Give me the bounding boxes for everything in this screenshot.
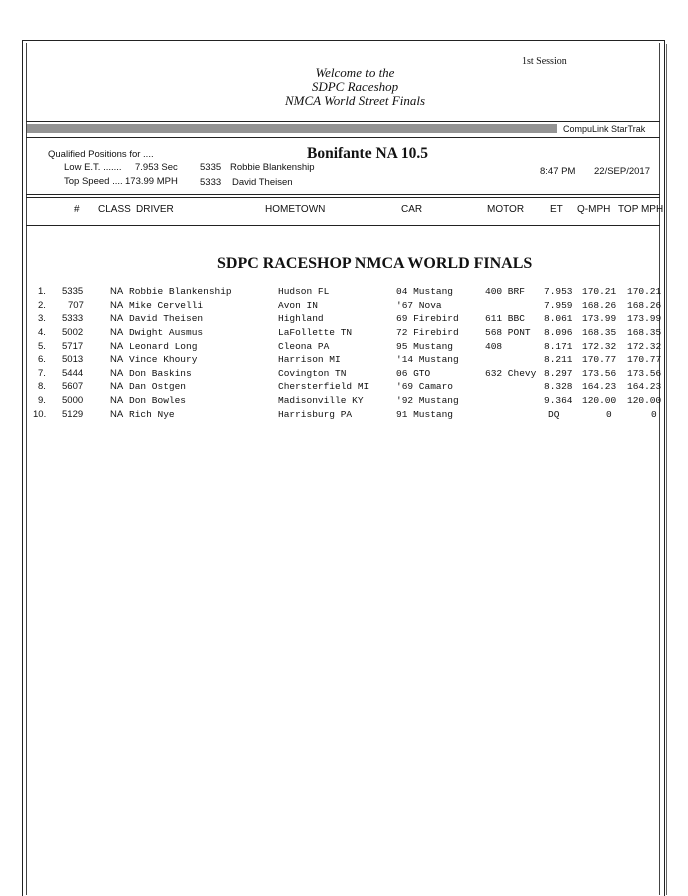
row-position: 7. bbox=[38, 368, 46, 379]
frame-line-left bbox=[26, 43, 27, 895]
row-motor: 400 BRF bbox=[485, 286, 525, 297]
top-speed-value: 173.99 MPH bbox=[125, 176, 178, 187]
col-qmph: Q-MPH bbox=[577, 204, 611, 215]
row-car: '92 Mustang bbox=[396, 395, 459, 406]
col-num: # bbox=[74, 204, 80, 215]
row-et: 8.171 bbox=[544, 341, 573, 352]
row-position: 4. bbox=[38, 327, 46, 338]
row-car-number: 5444 bbox=[62, 368, 84, 379]
row-et: 8.328 bbox=[544, 381, 573, 392]
row-class: NA bbox=[110, 300, 124, 311]
col-car: CAR bbox=[401, 204, 423, 215]
row-topmph: 120.00 bbox=[627, 395, 662, 406]
row-hometown: Cleona PA bbox=[278, 341, 330, 352]
row-et: 8.211 bbox=[544, 354, 573, 365]
row-car: 95 Mustang bbox=[396, 341, 454, 352]
col-driver: DRIVER bbox=[136, 204, 174, 215]
row-topmph: 170.77 bbox=[627, 354, 662, 365]
row-class: NA bbox=[110, 286, 124, 297]
table-row bbox=[0, 341, 688, 355]
report-time: 8:47 PM bbox=[540, 166, 576, 177]
table-row bbox=[0, 395, 688, 409]
row-class: NA bbox=[110, 313, 124, 324]
row-qmph: 170.77 bbox=[582, 354, 617, 365]
row-class: NA bbox=[110, 409, 124, 420]
col-class: CLASS bbox=[98, 204, 131, 215]
top-speed-label: Top Speed .... bbox=[64, 176, 123, 187]
row-qmph: 120.00 bbox=[582, 395, 617, 406]
col-hometown: HOMETOWN bbox=[265, 204, 326, 215]
row-car: '67 Nova bbox=[396, 300, 442, 311]
row-driver: Vince Khoury bbox=[129, 354, 198, 365]
col-topmph: TOP MPH bbox=[618, 204, 664, 215]
row-car-number: 5002 bbox=[62, 327, 84, 338]
row-topmph: 173.56 bbox=[627, 368, 662, 379]
row-driver: Mike Cervelli bbox=[129, 300, 204, 311]
row-motor: 632 Chevy bbox=[485, 368, 537, 379]
row-hometown: Harrisburg PA bbox=[278, 409, 353, 420]
row-driver: Leonard Long bbox=[129, 341, 198, 352]
row-position: 6. bbox=[38, 354, 46, 365]
row-topmph: 172.32 bbox=[627, 341, 662, 352]
row-et: 8.061 bbox=[544, 313, 573, 324]
row-car-number: 5013 bbox=[62, 354, 84, 365]
row-car-number: 5000 bbox=[62, 395, 84, 406]
row-car-number: 5607 bbox=[62, 381, 84, 392]
row-driver: David Theisen bbox=[129, 313, 204, 324]
row-car: 72 Firebird bbox=[396, 327, 459, 338]
row-car-number: 5335 bbox=[62, 286, 84, 297]
row-hometown: Avon IN bbox=[278, 300, 318, 311]
top-speed-driver: David Theisen bbox=[232, 177, 293, 188]
session-label: 1st Session bbox=[522, 56, 567, 67]
row-car: 69 Firebird bbox=[396, 313, 459, 324]
row-position: 9. bbox=[38, 395, 46, 406]
dotted-rule bbox=[27, 124, 557, 133]
row-et: DQ bbox=[548, 409, 560, 420]
row-et: 9.364 bbox=[544, 395, 573, 406]
table-row bbox=[0, 313, 688, 327]
row-car: 91 Mustang bbox=[396, 409, 454, 420]
row-hometown: Madisonville KY bbox=[278, 395, 364, 406]
table-row bbox=[0, 381, 688, 395]
frame-line-right bbox=[659, 43, 660, 895]
row-hometown: Hudson FL bbox=[278, 286, 330, 297]
results-title: SDPC RACESHOP NMCA WORLD FINALS bbox=[217, 255, 533, 272]
low-et-value: 7.953 Sec bbox=[135, 162, 178, 173]
row-driver: Dwight Ausmus bbox=[129, 327, 204, 338]
row-position: 5. bbox=[38, 341, 46, 352]
row-driver: Robbie Blankenship bbox=[129, 286, 232, 297]
row-class: NA bbox=[110, 395, 124, 406]
row-class: NA bbox=[110, 381, 124, 392]
row-qmph: 0 bbox=[606, 409, 612, 420]
low-et-label: Low E.T. ....... bbox=[64, 162, 122, 173]
row-hometown: Chersterfield MI bbox=[278, 381, 370, 392]
row-qmph: 173.56 bbox=[582, 368, 617, 379]
welcome-line-1: Welcome to the bbox=[315, 65, 395, 80]
row-driver: Rich Nye bbox=[129, 409, 175, 420]
divider bbox=[26, 194, 660, 195]
class-title: Bonifante NA 10.5 bbox=[307, 145, 428, 162]
row-motor: 568 PONT bbox=[485, 327, 531, 338]
table-row bbox=[0, 300, 688, 314]
table-row bbox=[0, 354, 688, 368]
row-qmph: 168.35 bbox=[582, 327, 617, 338]
row-topmph: 173.99 bbox=[627, 313, 662, 324]
row-motor: 408 bbox=[485, 341, 503, 352]
row-car: '14 Mustang bbox=[396, 354, 459, 365]
row-car: '69 Camaro bbox=[396, 381, 454, 392]
row-qmph: 173.99 bbox=[582, 313, 617, 324]
row-hometown: Highland bbox=[278, 313, 324, 324]
compulink-label: CompuLink StarTrak bbox=[563, 124, 646, 134]
row-hometown: LaFollette TN bbox=[278, 327, 353, 338]
row-et: 7.959 bbox=[544, 300, 573, 311]
row-et: 7.953 bbox=[544, 286, 573, 297]
row-position: 8. bbox=[38, 381, 46, 392]
frame-line-outer-right bbox=[666, 44, 667, 895]
row-qmph: 168.26 bbox=[582, 300, 617, 311]
low-et-driver: Robbie Blankenship bbox=[230, 162, 315, 173]
row-position: 2. bbox=[38, 300, 46, 311]
col-et: ET bbox=[550, 204, 563, 215]
qualified-label: Qualified Positions for .... bbox=[48, 149, 154, 160]
row-car-number: 707 bbox=[68, 300, 84, 311]
row-qmph: 164.23 bbox=[582, 381, 617, 392]
table-row bbox=[0, 327, 688, 341]
row-driver: Dan Ostgen bbox=[129, 381, 187, 392]
row-qmph: 172.32 bbox=[582, 341, 617, 352]
row-car-number: 5333 bbox=[62, 313, 84, 324]
divider bbox=[26, 137, 660, 138]
divider bbox=[26, 225, 660, 226]
low-et-car: 5335 bbox=[200, 162, 222, 173]
table-row bbox=[0, 409, 688, 423]
row-class: NA bbox=[110, 354, 124, 365]
row-hometown: Harrison MI bbox=[278, 354, 341, 365]
welcome-line-2: SDPC Raceshop bbox=[311, 79, 399, 94]
row-car: 06 GTO bbox=[396, 368, 431, 379]
row-et: 8.297 bbox=[544, 368, 573, 379]
row-topmph: 164.23 bbox=[627, 381, 662, 392]
row-motor: 611 BBC bbox=[485, 313, 525, 324]
row-class: NA bbox=[110, 368, 124, 379]
row-et: 8.096 bbox=[544, 327, 573, 338]
col-motor: MOTOR bbox=[487, 204, 525, 215]
divider bbox=[26, 121, 660, 122]
row-topmph: 170.21 bbox=[627, 286, 662, 297]
row-driver: Don Baskins bbox=[129, 368, 192, 379]
row-class: NA bbox=[110, 327, 124, 338]
welcome-line-3: NMCA World Street Finals bbox=[285, 93, 425, 108]
table-row bbox=[0, 286, 688, 300]
row-position: 1. bbox=[38, 286, 46, 297]
row-car-number: 5129 bbox=[62, 409, 84, 420]
row-position: 10. bbox=[33, 409, 47, 420]
table-row bbox=[0, 368, 688, 382]
row-driver: Don Bowles bbox=[129, 395, 187, 406]
report-date: 22/SEP/2017 bbox=[594, 166, 650, 177]
row-topmph: 0 bbox=[651, 409, 657, 420]
row-qmph: 170.21 bbox=[582, 286, 617, 297]
divider bbox=[26, 197, 660, 198]
row-position: 3. bbox=[38, 313, 46, 324]
top-speed-car: 5333 bbox=[200, 177, 222, 188]
row-car-number: 5717 bbox=[62, 341, 84, 352]
row-topmph: 168.26 bbox=[627, 300, 662, 311]
row-car: 04 Mustang bbox=[396, 286, 454, 297]
row-hometown: Covington TN bbox=[278, 368, 347, 379]
row-class: NA bbox=[110, 341, 124, 352]
row-topmph: 168.35 bbox=[627, 327, 662, 338]
